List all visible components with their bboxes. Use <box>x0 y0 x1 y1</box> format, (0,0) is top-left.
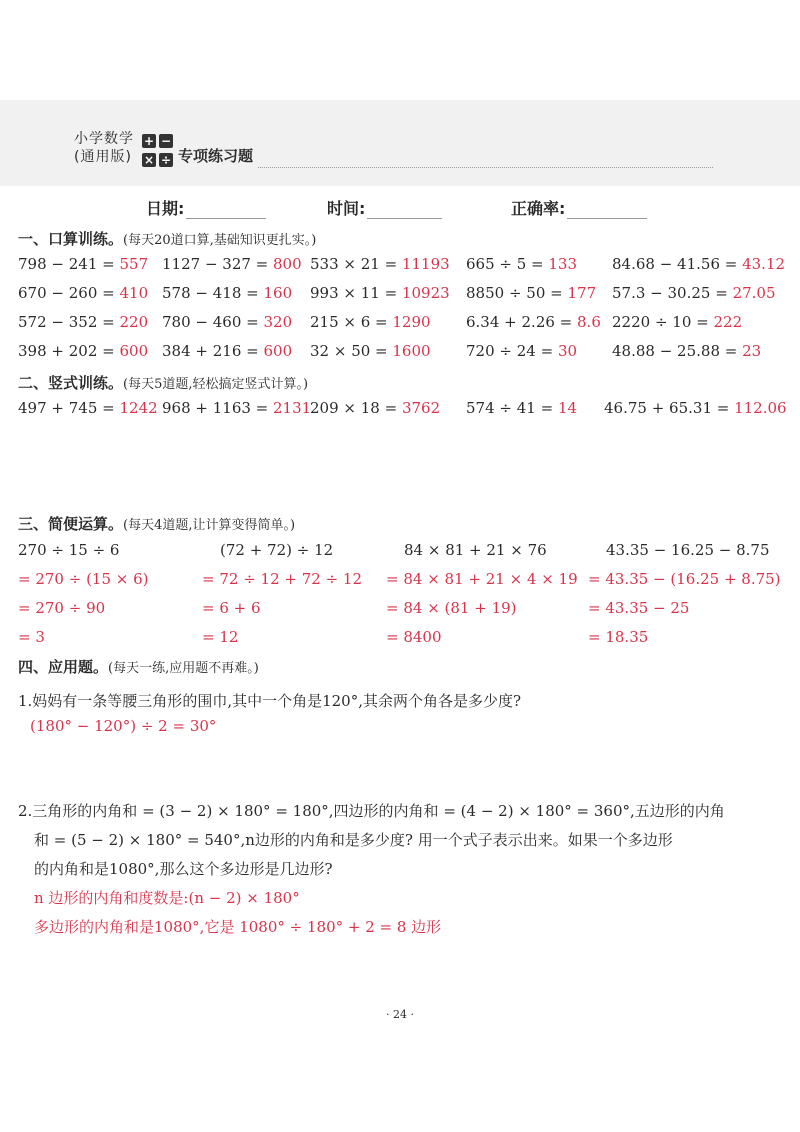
question-text: 398 + 202 = <box>18 342 120 360</box>
question-text: 384 + 216 = <box>162 342 264 360</box>
date-blank[interactable] <box>186 200 266 219</box>
page-top-margin <box>0 0 800 100</box>
question-text: 6.34 + 2.26 = <box>466 313 578 331</box>
simplified-calc-question: (72 + 72) ÷ 12 <box>220 541 334 559</box>
oral-calc-item <box>466 313 601 331</box>
accuracy-blank[interactable] <box>567 200 647 219</box>
oral-calc-item <box>18 342 148 360</box>
problem2-answer1: n 边形的内角和度数是:(n − 2) × 180° <box>34 889 300 907</box>
answer-text: 30 <box>557 342 578 360</box>
question-text: 574 ÷ 41 = <box>466 399 558 417</box>
question-text: 798 − 241 = <box>18 255 120 273</box>
answer-text: 557 <box>119 255 149 273</box>
oral-calc-item <box>310 342 431 360</box>
simplified-calc-step: = 18.35 <box>588 628 649 646</box>
section3-heading <box>18 513 295 534</box>
question-text: 8850 ÷ 50 = <box>466 284 568 302</box>
question-text: 670 − 260 = <box>18 284 120 302</box>
answer-text: 14 <box>557 399 578 417</box>
page-number: · 24 · <box>386 1008 414 1021</box>
answer-text: 222 <box>713 313 743 331</box>
answer-text: 320 <box>263 313 293 331</box>
problem2-line3: 的内角和是1080°,那么这个多边形是几边形? <box>34 860 333 878</box>
simplified-calc-step: = 43.35 − (16.25 + 8.75) <box>588 570 781 588</box>
question-text: 968 + 1163 = <box>162 399 274 417</box>
question-text: 993 × 11 = <box>310 284 402 302</box>
question-text: 48.88 − 25.88 = <box>612 342 743 360</box>
brand <box>74 130 134 166</box>
section2-title: 二、竖式训练。 <box>18 374 124 392</box>
vertical-calc-item <box>18 399 158 417</box>
section1-heading <box>18 228 316 249</box>
question-text: 84.68 − 41.56 = <box>612 255 743 273</box>
oral-calc-item <box>310 284 450 302</box>
question-text: 720 ÷ 24 = <box>466 342 558 360</box>
simplified-calc-question: 84 × 81 + 21 × 76 <box>404 541 547 559</box>
answer-text: 600 <box>119 342 149 360</box>
simplified-calc-step: = 8400 <box>386 628 442 646</box>
date-label: 日期: <box>146 199 185 218</box>
answer-text: 2131 <box>273 399 312 417</box>
section2-heading <box>18 372 308 393</box>
question-text: 2220 ÷ 10 = <box>612 313 714 331</box>
oral-calc-item <box>162 255 302 273</box>
section4-note: (每天一练,应用题不再难。) <box>108 661 259 676</box>
question-text: 497 + 745 = <box>18 399 120 417</box>
question-text: 209 × 18 = <box>310 399 402 417</box>
answer-text: 11193 <box>401 255 450 273</box>
simplified-calc-step: = 72 ÷ 12 + 72 ÷ 12 <box>202 570 362 588</box>
answer-text: 23 <box>742 342 762 360</box>
answer-text: 160 <box>263 284 293 302</box>
answer-text: 3762 <box>401 399 441 417</box>
question-text: 215 × 6 = <box>310 313 393 331</box>
simplified-calc-step: = 270 ÷ (15 × 6) <box>18 570 149 588</box>
time-blank[interactable] <box>367 200 442 219</box>
answer-text: 112.06 <box>734 399 787 417</box>
simplified-calc-step: = 84 × (81 + 19) <box>386 599 517 617</box>
question-text: 1127 − 327 = <box>162 255 274 273</box>
section3-title: 三、简便运算。 <box>18 515 124 533</box>
oral-calc-item <box>162 284 292 302</box>
simplified-calc-step: = 270 ÷ 90 <box>18 599 106 617</box>
oral-calc-item <box>612 313 742 331</box>
oral-calc-item <box>612 342 761 360</box>
question-text: 533 × 21 = <box>310 255 402 273</box>
operator-icons <box>142 134 174 170</box>
divide-icon: ÷ <box>160 153 172 167</box>
oral-calc-item <box>466 255 577 273</box>
oral-calc-item <box>162 342 292 360</box>
answer-text: 1242 <box>119 399 158 417</box>
section2-note: (每天5道题,轻松搞定竖式计算。) <box>123 377 309 392</box>
accuracy-label: 正确率: <box>511 199 566 218</box>
oral-calc-item <box>18 255 148 273</box>
minus-icon: − <box>160 134 172 148</box>
vertical-calc-item <box>466 399 577 417</box>
oral-calc-item <box>18 313 148 331</box>
section3-note: (每天4道题,让计算变得简单。) <box>123 518 296 533</box>
plus-icon: + <box>143 134 155 148</box>
problem1-answer: (180° − 120°) ÷ 2 = 30° <box>30 717 217 735</box>
question-text: 780 − 460 = <box>162 313 264 331</box>
section4-title: 四、应用题。 <box>18 658 109 676</box>
oral-calc-item <box>612 255 785 273</box>
question-text: 578 − 418 = <box>162 284 264 302</box>
answer-text: 410 <box>119 284 149 302</box>
brand-line2: (通用版) <box>74 149 132 165</box>
problem1-question: 1.妈妈有一条等腰三角形的围巾,其中一个角是120°,其余两个角各是多少度? <box>18 692 522 710</box>
question-text: 46.75 + 65.31 = <box>604 399 735 417</box>
oral-calc-item <box>162 313 292 331</box>
answer-text: 1290 <box>392 313 431 331</box>
answer-text: 43.12 <box>742 255 786 273</box>
simplified-calc-step: = 84 × 81 + 21 × 4 × 19 <box>386 570 578 588</box>
problem2-answer2: 多边形的内角和是1080°,它是 1080° ÷ 180° + 2 = 8 边形 <box>34 918 442 936</box>
section1-note: (每天20道口算,基础知识更扎实。) <box>123 233 317 248</box>
simplified-calc-question: 270 ÷ 15 ÷ 6 <box>18 541 120 559</box>
oral-calc-item <box>466 342 577 360</box>
time-field <box>327 196 442 222</box>
answer-text: 8.6 <box>577 313 601 331</box>
vertical-calc-item <box>310 399 440 417</box>
answer-text: 10923 <box>401 284 450 302</box>
time-label: 时间: <box>327 199 366 218</box>
title-divider <box>258 167 713 168</box>
oral-calc-item <box>310 313 431 331</box>
question-text: 32 × 50 = <box>310 342 393 360</box>
simplified-calc-step: = 6 + 6 <box>202 599 261 617</box>
answer-text: 220 <box>119 313 149 331</box>
simplified-calc-step: = 3 <box>18 628 45 646</box>
answer-text: 800 <box>273 255 302 273</box>
simplified-calc-step: = 12 <box>202 628 239 646</box>
brand-line1: 小学数学 <box>74 131 134 147</box>
simplified-calc-step: = 43.35 − 25 <box>588 599 690 617</box>
answer-text: 177 <box>567 284 597 302</box>
question-text: 572 − 352 = <box>18 313 120 331</box>
answer-text: 27.05 <box>732 284 776 302</box>
answer-text: 1600 <box>392 342 431 360</box>
times-icon: × <box>143 153 155 167</box>
section1-title: 一、口算训练。 <box>18 230 124 248</box>
vertical-calc-item <box>162 399 311 417</box>
question-text: 57.3 − 30.25 = <box>612 284 733 302</box>
oral-calc-item <box>18 284 148 302</box>
page-title: 专项练习题 <box>178 147 254 165</box>
answer-text: 600 <box>263 342 293 360</box>
section4-heading <box>18 656 259 677</box>
oral-calc-item <box>310 255 450 273</box>
oral-calc-item <box>466 284 596 302</box>
problem2-line1: 2.三角形的内角和 = (3 − 2) × 180° = 180°,四边形的内角和 = (4 − 2) × 180° = 360°,五边形的内角 <box>18 802 725 820</box>
simplified-calc-question: 43.35 − 16.25 − 8.75 <box>606 541 770 559</box>
problem2-line2: 和 = (5 − 2) × 180° = 540°,n边形的内角和是多少度? 用一个式子表示出来。如果一个多边形 <box>34 831 673 849</box>
answer-text: 133 <box>548 255 578 273</box>
oral-calc-item <box>612 284 776 302</box>
accuracy-field <box>511 196 647 222</box>
question-text: 665 ÷ 5 = <box>466 255 549 273</box>
date-field <box>146 196 266 222</box>
vertical-calc-item <box>604 399 787 417</box>
